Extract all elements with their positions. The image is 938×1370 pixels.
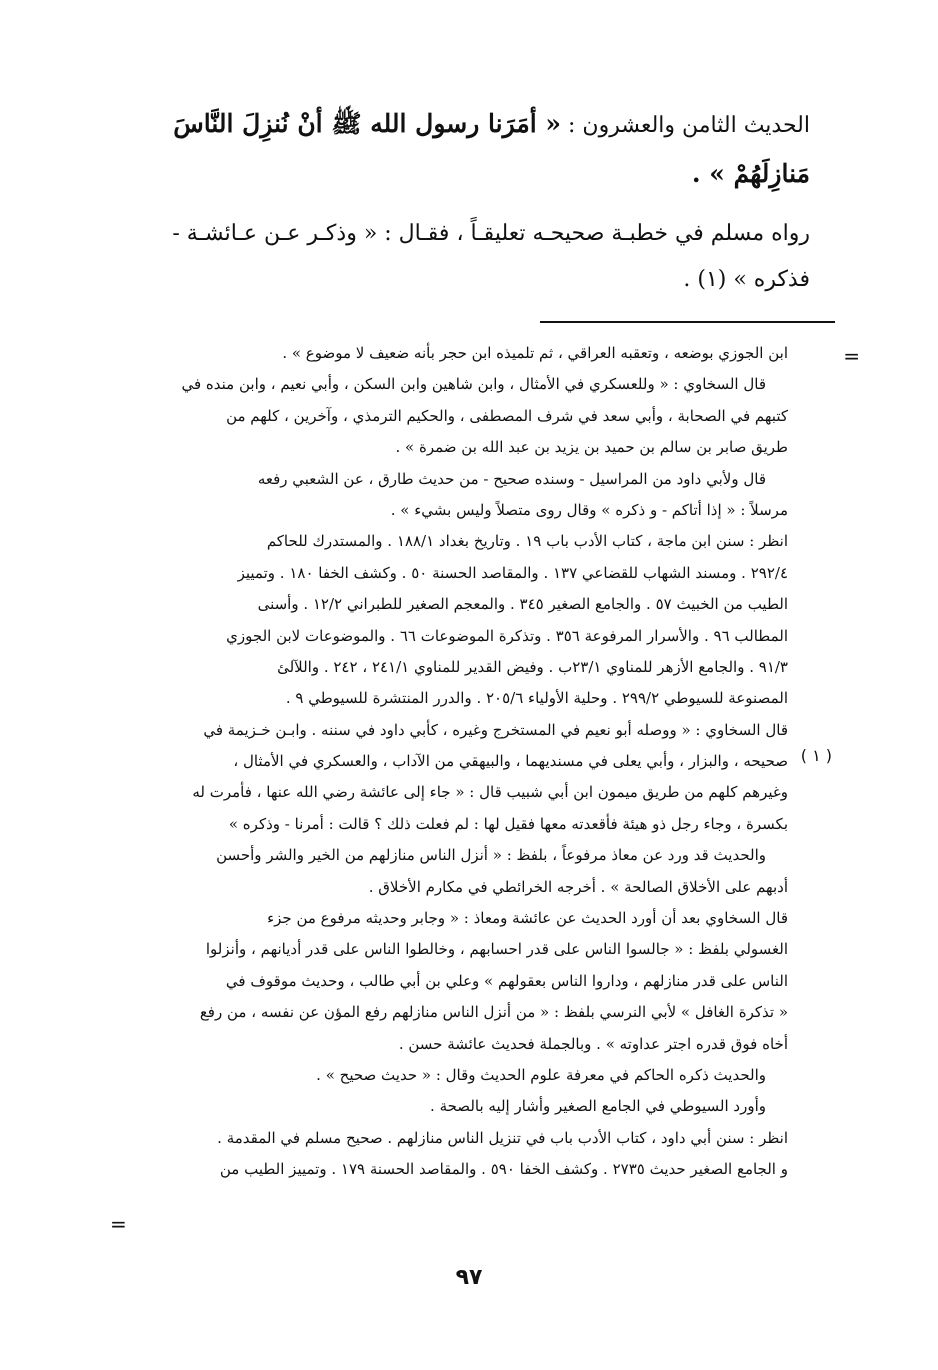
footnote-line: أدبهم على الأخلاق الصالحة » . أخرجه الخرائطي في مكارم الأخلاق . [368,877,788,896]
continuation-mark-bottom: = [110,1212,127,1236]
footnote-line: الناس على قدر منازلهم ، وداروا الناس بعقولهم » وعلي بن أبي طالب ، وحديث موقوف في [225,971,788,990]
continuation-mark-top: = [843,344,860,368]
hadith-heading-prefix: الحديث الثامن والعشرون : [568,113,810,138]
footnote-line: بكسرة ، وجاء رجل ذو هيئة فأقعدته معها فقيل لها : لم فعلت ذلك ؟ قالت : أمرنا - وذكره » [228,814,788,833]
footnote-line: والحديث ذكره الحاكم في معرفة علوم الحديث وقال : « حديث صحيح » . [316,1065,766,1084]
footnote-divider [540,321,835,323]
footnote-line: المطالب ٩٦ . والأسرار المرفوعة ٣٥٦ . وتذكرة الموضوعات ٦٦ . والموضوعات لابن الجوزي [226,626,788,645]
hadith-heading-continued [108,150,810,200]
footnote-line: صحيحه ، والبزار ، وأبي يعلى في مسنديهما ، والبيهقي من الآداب ، والعسكري في الأمثال ، [233,752,788,771]
footnote-line: الطيب من الخبيث ٥٧ . والجامع الصغير ٣٤٥ . والمعجم الصغير للطبراني ١٢/٢ . وأسنى [257,595,788,614]
footnote-line: والحديث قد ورد عن معاذ مرفوعاً ، بلفظ : « أنزل الناس منازلهم من الخير والشر وأحسن [216,846,766,865]
footnote-line: الغسولي بلفظ : « جالسوا الناس على قدر احسابهم ، وخالطوا الناس على قدر أديانهم ، وأنزلوا [205,940,788,959]
footnote-line: و الجامع الصغير حديث ٢٧٣٥ . وكشف الخفا ٥٩٠ . والمقاصد الحسنة ١٧٩ . وتمييز الطيب من [219,1160,788,1179]
hadith-heading-text: « أمَرَنا رسول الله ﷺ أنْ نُنزِلَ النَّاسَ [173,109,562,138]
hadith-heading-text-2: مَنازِلَهُمْ » . [691,159,810,188]
footnote-number: ( ١ ) [800,746,832,765]
main-text [108,100,810,304]
footnote-line: قال السخاوي : « ووصله أبو نعيم في المستخرج وغيره ، كأبي داود في سننه . وابـن خـزيمة في [203,720,788,739]
narration-line-2: فذكره » (١) . [683,267,810,292]
footnote-line: وغيرهم كلهم من طريق ميمون ابن أبي شبيب قال : « جاء إلى عائشة رضي الله عنها ، فأمرت له [192,783,788,802]
footnote-line: أخاه فوق قدره اجتر عداوته » . وبالجملة فحديث عائشة حسن . [398,1034,788,1053]
footnote-line: انظر : سنن ابن ماجة ، كتاب الأدب باب ١٩ . وتاريخ بغداد ١٨٨/١ . والمستدرك للحاكم [266,532,788,551]
footnote-line: ٢٩٢/٤ . ومسند الشهاب للقضاعي ١٣٧ . والمقاصد الحسنة ٥٠ . وكشف الخفا ١٨٠ . وتمييز [237,563,788,582]
footnote-line: قال السخاوي : « وللعسكري في الأمثال ، وابن شاهين وابن السكن ، وأبي نعيم ، وابن منده في [181,375,766,394]
footnote-line: المصنوعة للسيوطي ٢٩٩/٢ . وحلية الأولياء ٢٠٥/٦ . والدرر المنتشرة للسيوطي ٩ . [285,689,788,708]
footnote-line: طريق صابر بن سالم بن حميد بن يزيد بن عبد الله بن ضمرة » . [395,438,788,457]
footnote-line: قال ولأبي داود من المراسيل - وسنده صحيح - من حديث طارق ، عن الشعبي رفعه [257,469,766,488]
footnote-line: مرسلاً : « إذا أتاكم - و ذكره » وقال روى متصلاً وليس بشيء » . [390,500,788,519]
footnote-line: « تذكرة الغافل » لأبي النرسي بلفظ : « من أنزل الناس منازلهم رفع المؤن عن نفسه ، من رفع [199,1003,788,1022]
footnote-line: ابن الجوزي بوضعه ، وتعقبه العراقي ، ثم تلميذه ابن حجر بأنه ضعيف لا موضوع » . [282,344,788,362]
narration-line-1: رواه مسلم في خطبـة صحيحـه تعليقـاً ، فقـال : « وذكـر عـن عـائشـة - [172,221,810,246]
footnote-line: وأورد السيوطي في الجامع الصغير وأشار إليه بالصحة . [430,1097,766,1116]
footnote-line: قال السخاوي بعد أن أورد الحديث عن عائشة ومعاذ : « وجابر وحديثه مرفوع من جزء [267,909,788,928]
hadith-heading [108,100,810,150]
page-number: ٩٧ [455,1265,483,1290]
footnote-line: انظر : سنن أبي داود ، كتاب الأدب باب في تنزيل الناس منازلهم . صحيح مسلم في المقدمة . [217,1128,788,1147]
footnotes [108,338,788,1186]
footnote-line: كتبهم في الصحابة ، وأبي سعد في شرف المصطفى ، والحكيم الترمذي ، وآخرين ، كلهم من [226,406,788,425]
footnote-line: ٩١/٣ . والجامع الأزهر للمناوي ٢٣/١ب . وفيض القدير للمناوي ٢٤١/١ ، ٢٤٢ . واللآلئ [277,657,788,676]
